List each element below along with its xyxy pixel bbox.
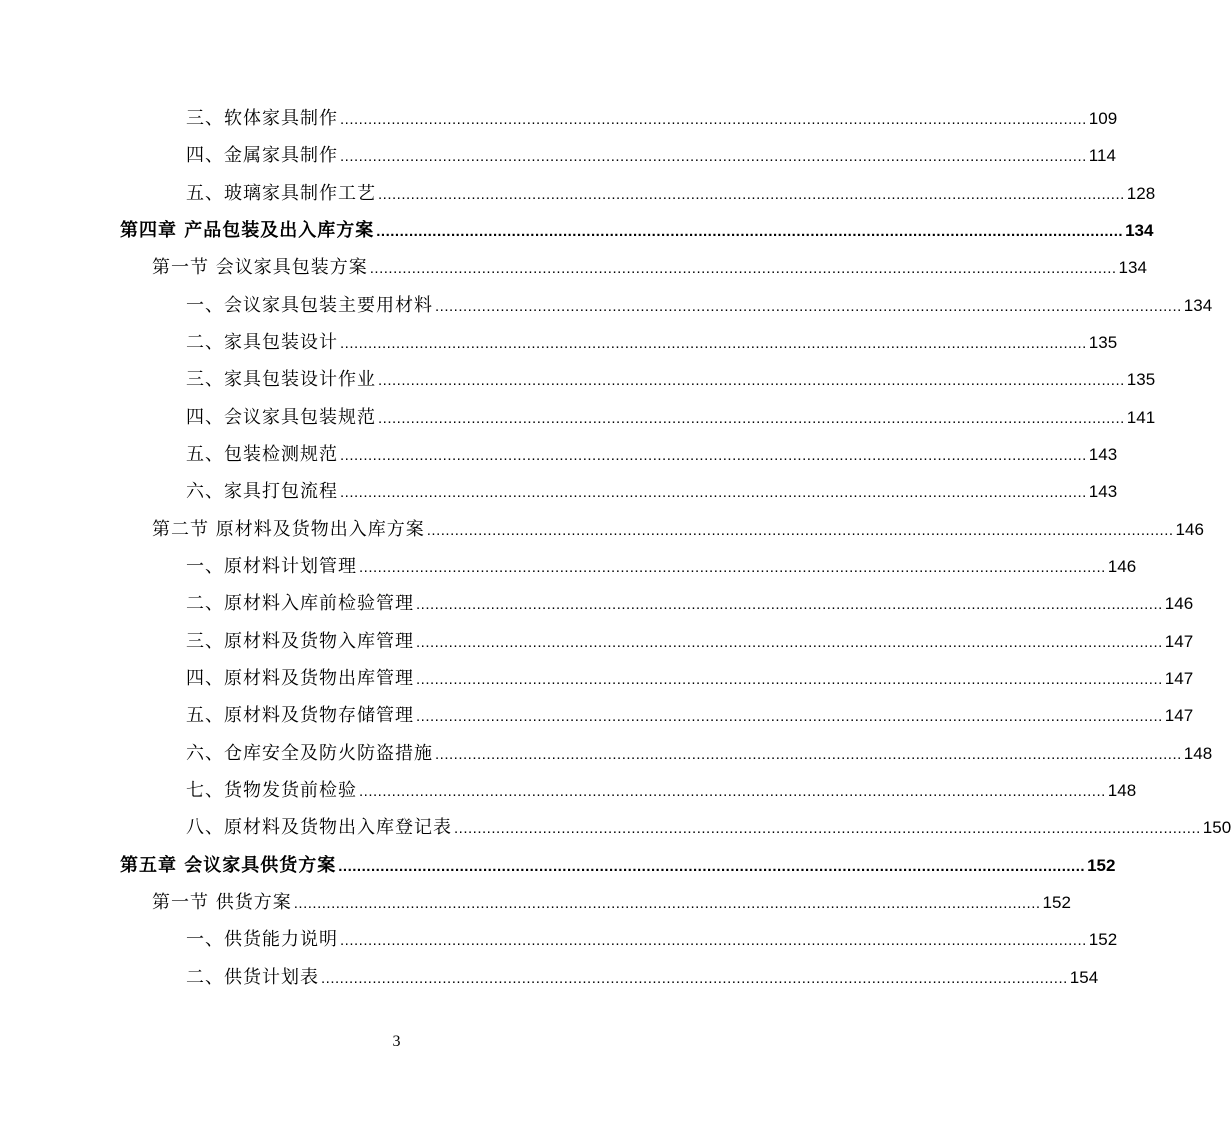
toc-entry-page: 134 [1183, 296, 1213, 315]
toc-entry[interactable] [186, 779, 1137, 803]
dot-leader: ................................................................................................................................................................ [454, 820, 1201, 837]
toc-entry-title: 二、家具包装设计 [186, 332, 338, 353]
toc-entry-page: 134 [1118, 258, 1147, 277]
toc-entry[interactable] [186, 704, 1194, 728]
toc-entry[interactable] [186, 816, 1231, 840]
toc-entry-page: 135 [1088, 333, 1118, 352]
toc-entry-page: 148 [1183, 744, 1213, 763]
toc-entry-page: 150 [1202, 818, 1231, 837]
toc-chapter-entry[interactable] [120, 219, 1154, 243]
toc-entry-title: 八、原材料及货物出入库登记表 [186, 817, 452, 838]
toc-entry-title: 四、金属家具制作 [186, 145, 338, 166]
toc-entry-page: 128 [1126, 184, 1156, 203]
toc-entry-page: 114 [1088, 146, 1116, 165]
toc-entry-title: 第二节 原材料及货物出入库方案 [152, 519, 425, 540]
toc-entry[interactable] [186, 406, 1156, 430]
toc-entry-title: 四、会议家具包装规范 [186, 407, 376, 428]
toc-entry-title: 四、原材料及货物出库管理 [186, 668, 414, 689]
toc-entry-page: 152 [1087, 856, 1116, 875]
toc-entry-page: 147 [1164, 669, 1194, 688]
toc-entry-page: 152 [1042, 893, 1071, 912]
toc-entry-page: 146 [1164, 594, 1194, 613]
toc-entry-title: 三、原材料及货物入库管理 [186, 631, 414, 652]
toc-entry-page: 141 [1126, 408, 1156, 427]
dot-leader: ................................................................................................................................................................ [293, 895, 1041, 912]
dot-leader: ................................................................................................................................................................ [378, 186, 1125, 203]
toc-entry[interactable] [186, 182, 1156, 206]
toc-entry-page: 147 [1164, 632, 1194, 651]
dot-leader: ................................................................................................................................................................ [416, 671, 1163, 688]
toc-entry-title: 一、原材料计划管理 [186, 556, 357, 577]
toc-entry-title: 五、玻璃家具制作工艺 [186, 183, 376, 204]
toc-entry-title: 七、货物发货前检验 [186, 780, 357, 801]
toc-entry-title: 五、原材料及货物存储管理 [186, 705, 414, 726]
dot-leader: ................................................................................................................................................................ [435, 298, 1182, 315]
toc-entry[interactable] [186, 742, 1213, 766]
toc-entry-title: 五、包装检测规范 [186, 444, 338, 465]
dot-leader: ................................................................................................................................................................ [416, 634, 1163, 651]
dot-leader: ................................................................................................................................................................ [416, 596, 1163, 613]
toc-section-entry[interactable] [152, 518, 1204, 542]
toc-entry-title: 第四章 产品包装及出入库方案 [120, 220, 375, 241]
toc-entry-page: 154 [1069, 968, 1099, 987]
dot-leader: ................................................................................................................................................................ [340, 932, 1087, 949]
toc-entry-title: 第一节 供货方案 [152, 892, 292, 913]
toc-entry[interactable] [186, 667, 1194, 691]
toc-entry-title: 六、家具打包流程 [186, 481, 338, 502]
toc-entry[interactable] [186, 107, 1118, 131]
toc-entry-title: 一、会议家具包装主要用材料 [186, 295, 433, 316]
toc-chapter-entry[interactable] [120, 854, 1116, 878]
toc-entry-title: 三、家具包装设计作业 [186, 369, 376, 390]
toc-entry[interactable] [186, 555, 1137, 579]
toc-entry[interactable] [186, 294, 1213, 318]
toc-entry-page: 135 [1126, 370, 1156, 389]
toc-entry-title: 二、供货计划表 [186, 967, 319, 988]
dot-leader: ................................................................................................................................................................ [426, 522, 1174, 539]
toc-entry-title: 二、原材料入库前检验管理 [186, 593, 414, 614]
toc-entry[interactable] [186, 928, 1118, 952]
toc-section-entry[interactable] [152, 891, 1071, 915]
toc-entry-page: 148 [1107, 781, 1137, 800]
dot-leader: ................................................................................................................................................................ [359, 559, 1106, 576]
dot-leader: ................................................................................................................................................................ [338, 858, 1086, 875]
dot-leader: ................................................................................................................................................................ [340, 111, 1087, 128]
page-number: 3 [392, 1033, 401, 1050]
toc-entry-page: 152 [1088, 930, 1118, 949]
toc-entry[interactable] [186, 966, 1099, 990]
toc-entry-page: 146 [1107, 557, 1137, 576]
dot-leader: ................................................................................................................................................................ [378, 372, 1125, 389]
dot-leader: ................................................................................................................................................................ [321, 970, 1068, 987]
toc-entry-title: 六、仓库安全及防火防盗措施 [186, 743, 433, 764]
dot-leader: ................................................................................................................................................................ [340, 148, 1087, 165]
dot-leader: ................................................................................................................................................................ [435, 746, 1182, 763]
dot-leader: ................................................................................................................................................................ [369, 260, 1117, 277]
dot-leader: ................................................................................................................................................................ [340, 335, 1087, 352]
toc-entry[interactable] [186, 630, 1194, 654]
dot-leader: ................................................................................................................................................................ [359, 783, 1106, 800]
toc-entry-page: 143 [1088, 482, 1118, 501]
toc-entry-title: 第一节 会议家具包装方案 [152, 257, 368, 278]
toc-entry[interactable] [186, 331, 1118, 355]
toc-section-entry[interactable] [152, 256, 1147, 280]
dot-leader: ................................................................................................................................................................ [378, 410, 1125, 427]
dot-leader: ................................................................................................................................................................ [340, 484, 1087, 501]
dot-leader: ................................................................................................................................................................ [416, 708, 1163, 725]
toc-entry-title: 三、软体家具制作 [186, 108, 338, 129]
dot-leader: ................................................................................................................................................................ [340, 447, 1087, 464]
toc-entry[interactable] [186, 443, 1118, 467]
toc-entry-page: 143 [1088, 445, 1118, 464]
toc-entry-page: 109 [1088, 109, 1118, 128]
toc-entry-page: 147 [1164, 706, 1194, 725]
toc-entry[interactable] [186, 144, 1116, 168]
dot-leader: ................................................................................................................................................................ [376, 223, 1124, 240]
toc-entry[interactable] [186, 480, 1118, 504]
toc-entry-title: 一、供货能力说明 [186, 929, 338, 950]
toc-entry[interactable] [186, 368, 1156, 392]
toc-entry-page: 134 [1125, 221, 1154, 240]
toc-entry-title: 第五章 会议家具供货方案 [120, 855, 337, 876]
toc-entry-page: 146 [1175, 520, 1204, 539]
toc-entry[interactable] [186, 592, 1194, 616]
